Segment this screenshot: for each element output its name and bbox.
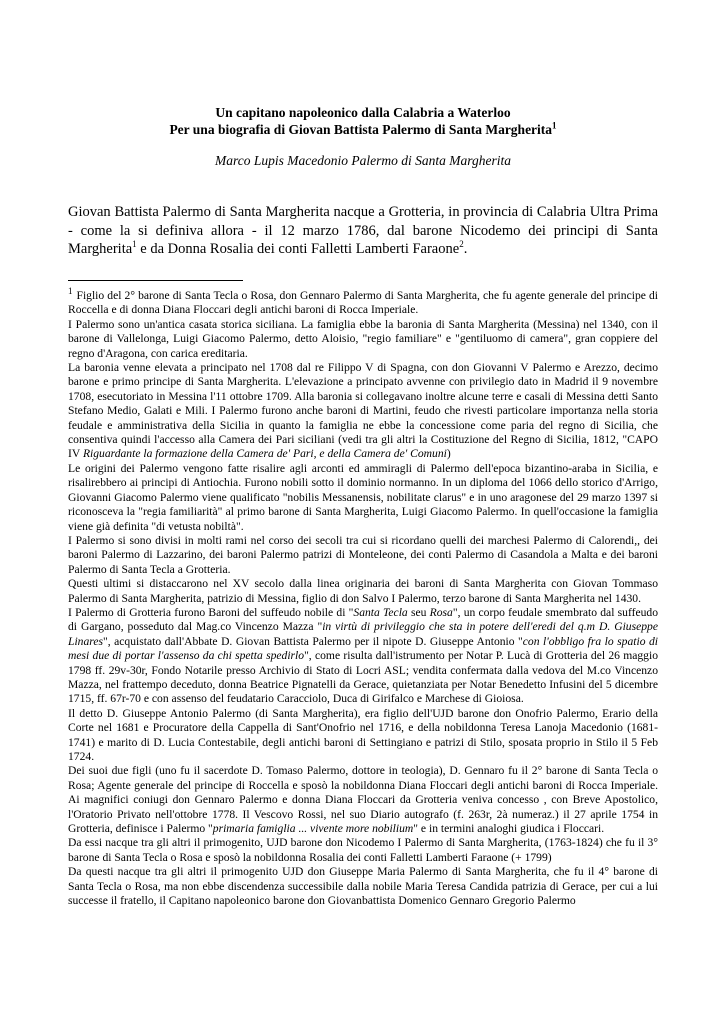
footnote-paragraph: I Palermo sono un'antica casata storica siciliana. La famiglia ebbe la baronia di Santa Margherita (Messina) nel 1340, con il barone di Vallelonga, Luigi Giacomo Palermo, detto Aloisio, "regio familiare" e "gentiluomo di camera", gran coppiere del regno d'Aragona, con carica ereditaria. bbox=[68, 317, 658, 360]
footnote-1 bbox=[68, 286, 658, 318]
footnote-text: I Palermo di Grotteria furono Baroni del suffeudo nobile di " bbox=[68, 605, 354, 619]
footnote-paragraph: Le origini dei Palermo vengono fatte risalire agli arconti ed ammiragli di Palermo dell'epoca bizantino-araba in Sicilia, e risalirebbero ai principi di Antiochia. Furono nobili sotto il dominio normanno. In un diploma del 1066 dello storico d'Arrigo, Giovanni Giacomo Palermo viene qualificato "nobilis Messanensis, nobilitate clarus" e in uno aragonese del 29 marzo 1397 si riconosceva la "regia familiarità" al primo barone di Santa Margherita, Luigi Giacomo Palermo. In quell'occasione la famiglia viene già definita "di vetusta nobiltà". bbox=[68, 461, 658, 533]
footnote-italic-text: con l'obbligo fra lo spatio di mesi due di portar l'assenso da chi spetta spedirlo bbox=[68, 634, 658, 663]
footnote-paragraph: Il detto D. Giuseppe Antonio Palermo (di Santa Margherita), era figlio dell'UJD barone don Onofrio Palermo, Erario della Corte nel 1681 e Procuratore della Cappella di Sant'Onofrio nel 1716, e della nobildonna Teresa Lanoja Macedonio (1681-1741) e marito di D. Lucia Contestabile, degli antichi baroni di Settingiano e patrizi di Stilo, sposata proprio in Stilo il 5 Feb 1724. bbox=[68, 706, 658, 763]
footnote-italic-text: Santa Tecla bbox=[353, 605, 408, 619]
footnote-italic-text: Rosa bbox=[429, 605, 453, 619]
intro-text-1: Giovan Battista Palermo di Santa Margherita nacque a Grotteria, in provincia di Calabria Ultra Prima - come la si definiva allora - il 12 marzo 1786, dal barone Nicodemo dei principi di Santa Margherita bbox=[68, 204, 658, 257]
footnote-paragraph: Questi ultimi si distaccarono nel XV secolo dalla linea originaria dei baroni di Santa Margherita con Giovan Tommaso Palermo di Santa Margherita, patrizio di Messina, figlio di don Salvo I Palermo, terzo barone di Santa Margherita nel 1430. bbox=[68, 577, 658, 605]
footnote-paragraph bbox=[68, 764, 658, 836]
intro-text-2: e da Donna Rosalia dei conti Falletti Lamberti Faraone bbox=[136, 241, 460, 257]
document-title bbox=[68, 104, 658, 138]
footnote-text: seu bbox=[407, 605, 430, 619]
footnote-separator bbox=[68, 280, 243, 281]
footnote-paragraph: Da questi nacque tra gli altri il primogenito UJD don Giuseppe Maria Palermo di Santa Margherita, che fu il 4° barone di Santa Tecla o Rosa, ma non ebbe discendenza successibile dalla nobile Maria Teresa Candida patrizia di Gerace, per cui a lui successe il fratello, il Capitano napoleonico barone don Giovanbattista Domenico Gennaro Gregorio Palermo bbox=[68, 865, 658, 908]
intro-text-3: . bbox=[463, 241, 468, 257]
footnote-italic-text: in virtù di privileggio che sta in potere dell'eredi del q.m D. Giuseppe Linares bbox=[68, 620, 658, 648]
footnote-text: " e in termini analoghi giudica i Floccari. bbox=[413, 822, 605, 836]
title-line-2 bbox=[68, 121, 658, 138]
footnotes bbox=[68, 286, 658, 908]
footnote-1-text: Figlio del 2° barone di Santa Tecla o Rosa, don Gennaro Palermo di Santa Margherita, che fu agente generale del principe di Roccella e di donna Diana Floccari degli antichi baroni di Rocca Imperiale. bbox=[68, 289, 658, 317]
footnote-italic-text: Riguardante la formazione della Camera de' Pari, e della Camera de' Comuni bbox=[82, 447, 447, 461]
footnote-text: ", acquistato dall'Abbate D. Giovan Battista Palermo per il nipote D. Giuseppe Antonio " bbox=[103, 634, 523, 648]
intro-paragraph bbox=[68, 203, 658, 259]
title-footnote-ref[interactable]: 1 bbox=[552, 120, 557, 131]
intro-footnote-ref-1[interactable]: 1 bbox=[132, 239, 137, 250]
footnote-text: La baronia venne elevata a principato nel 1708 dal re Filippo V di Spagna, con don Giovanni V Palermo e Arezzo, decimo barone e primo principe di Santa Margherita. L'elevazione a principato avvenne con privilegio dato in Madrid il 9 novembre 1708, esecutoriato in Messina l'11 ottobre 1709. Alla baronia si collegavano inoltre alcune terre e casali di Messina detti Santo Stefano Medio, Galati e Mili. I Palermo furono anche baroni di Martini, feudo che rivesti particolare importanza nella storia feudale e amministrativa della Sicilia in quanto la famiglia ne ebbe la concessione come paria del regno di Sicilia, che consentiva quindi l'accesso alla Camera dei Pari siciliani (vedi tra gli altri la Costituzione del Regno di Sicilia, 1812, "CAPO IV bbox=[68, 361, 658, 461]
footnote-text: Dei suoi due figli (uno fu il sacerdote D. Tomaso Palermo, dottore in teologia), D. Gennaro fu il 2° barone di Santa Tecla o Rosa; Agente generale del principe di Roccella e sposò la nobildonna Diana Floccari degli antichi baroni di Rocca Imperiale. Ai magnifici coniugi don Gennaro Palermo e donna Diana Floccari da Grotteria veniva concesso , con Breve Apostolico, l'Oratorio Privato nell'ottobre 1778. Il Vescovo Rossi, nel suo Diario autografo (f. 263r, 2à numeraz.) il 27 aprile 1754 in Grotteria, definisce i Palermo " bbox=[68, 764, 658, 836]
footnote-paragraph: Da essi nacque tra gli altri il primogenito, UJD barone don Nicodemo I Palermo di Santa Margherita, (1763-1824) che fu il 3° barone di Santa Tecla o Rosa e sposò la nobildonna Rosalia dei conti Falletti Lamberti Faraone (+ 1799) bbox=[68, 836, 658, 864]
footnote-text: ) bbox=[446, 447, 451, 461]
footnote-paragraph: I Palermo si sono divisi in molti rami nel corso dei secoli tra cui si ricordano quelli dei marchesi Palermo di Calorendi,, dei baroni Palermo di Lazzarino, dei baroni Palermo patrizi di Monteleone, dei conti Palermo di Casandola a Malta e dei baroni Palermo di Santa Tecla a Grotteria. bbox=[68, 533, 658, 576]
title-line-1: Un capitano napoleonico dalla Calabria a Waterloo bbox=[215, 105, 511, 120]
title-line-2-text: Per una biografia di Giovan Battista Palermo di Santa Margherita bbox=[169, 122, 553, 137]
footnote-text: ", un corpo feudale smembrato dal suffeudo di Gargano, posseduto dal Mag.co Vincenzo Mazza " bbox=[68, 605, 658, 634]
footnote-paragraph bbox=[68, 606, 658, 707]
footnote-paragraph bbox=[68, 361, 658, 462]
footnote-text: ", come risulta dall'istrumento per Notar P. Lucà di Grotteria del 26 maggio 1798 ff. 29v-30r, Fondo Notarile presso Archivio di Stato di Locri ASL; vendita confermata dalla vedova del M.co Vincenzo Mazza, nel frattempo deceduto, donna Beatrice Pignatelli da Gerace, quietanziata per Notar Benedetto Infusini del 5 dicembre 1715, ff. 67r-70 e con assenso del feudatario Caracciolo, Duca di Girifalco e Marchese di Gioiosa. bbox=[68, 649, 658, 706]
intro-footnote-ref-2[interactable]: 2 bbox=[459, 239, 464, 250]
author-line: Marco Lupis Macedonio Palermo di Santa Margherita bbox=[215, 153, 511, 168]
footnote-1-marker: 1 bbox=[68, 286, 73, 297]
footnote-italic-text: primaria famiglia ... vivente more nobilium bbox=[212, 822, 414, 836]
